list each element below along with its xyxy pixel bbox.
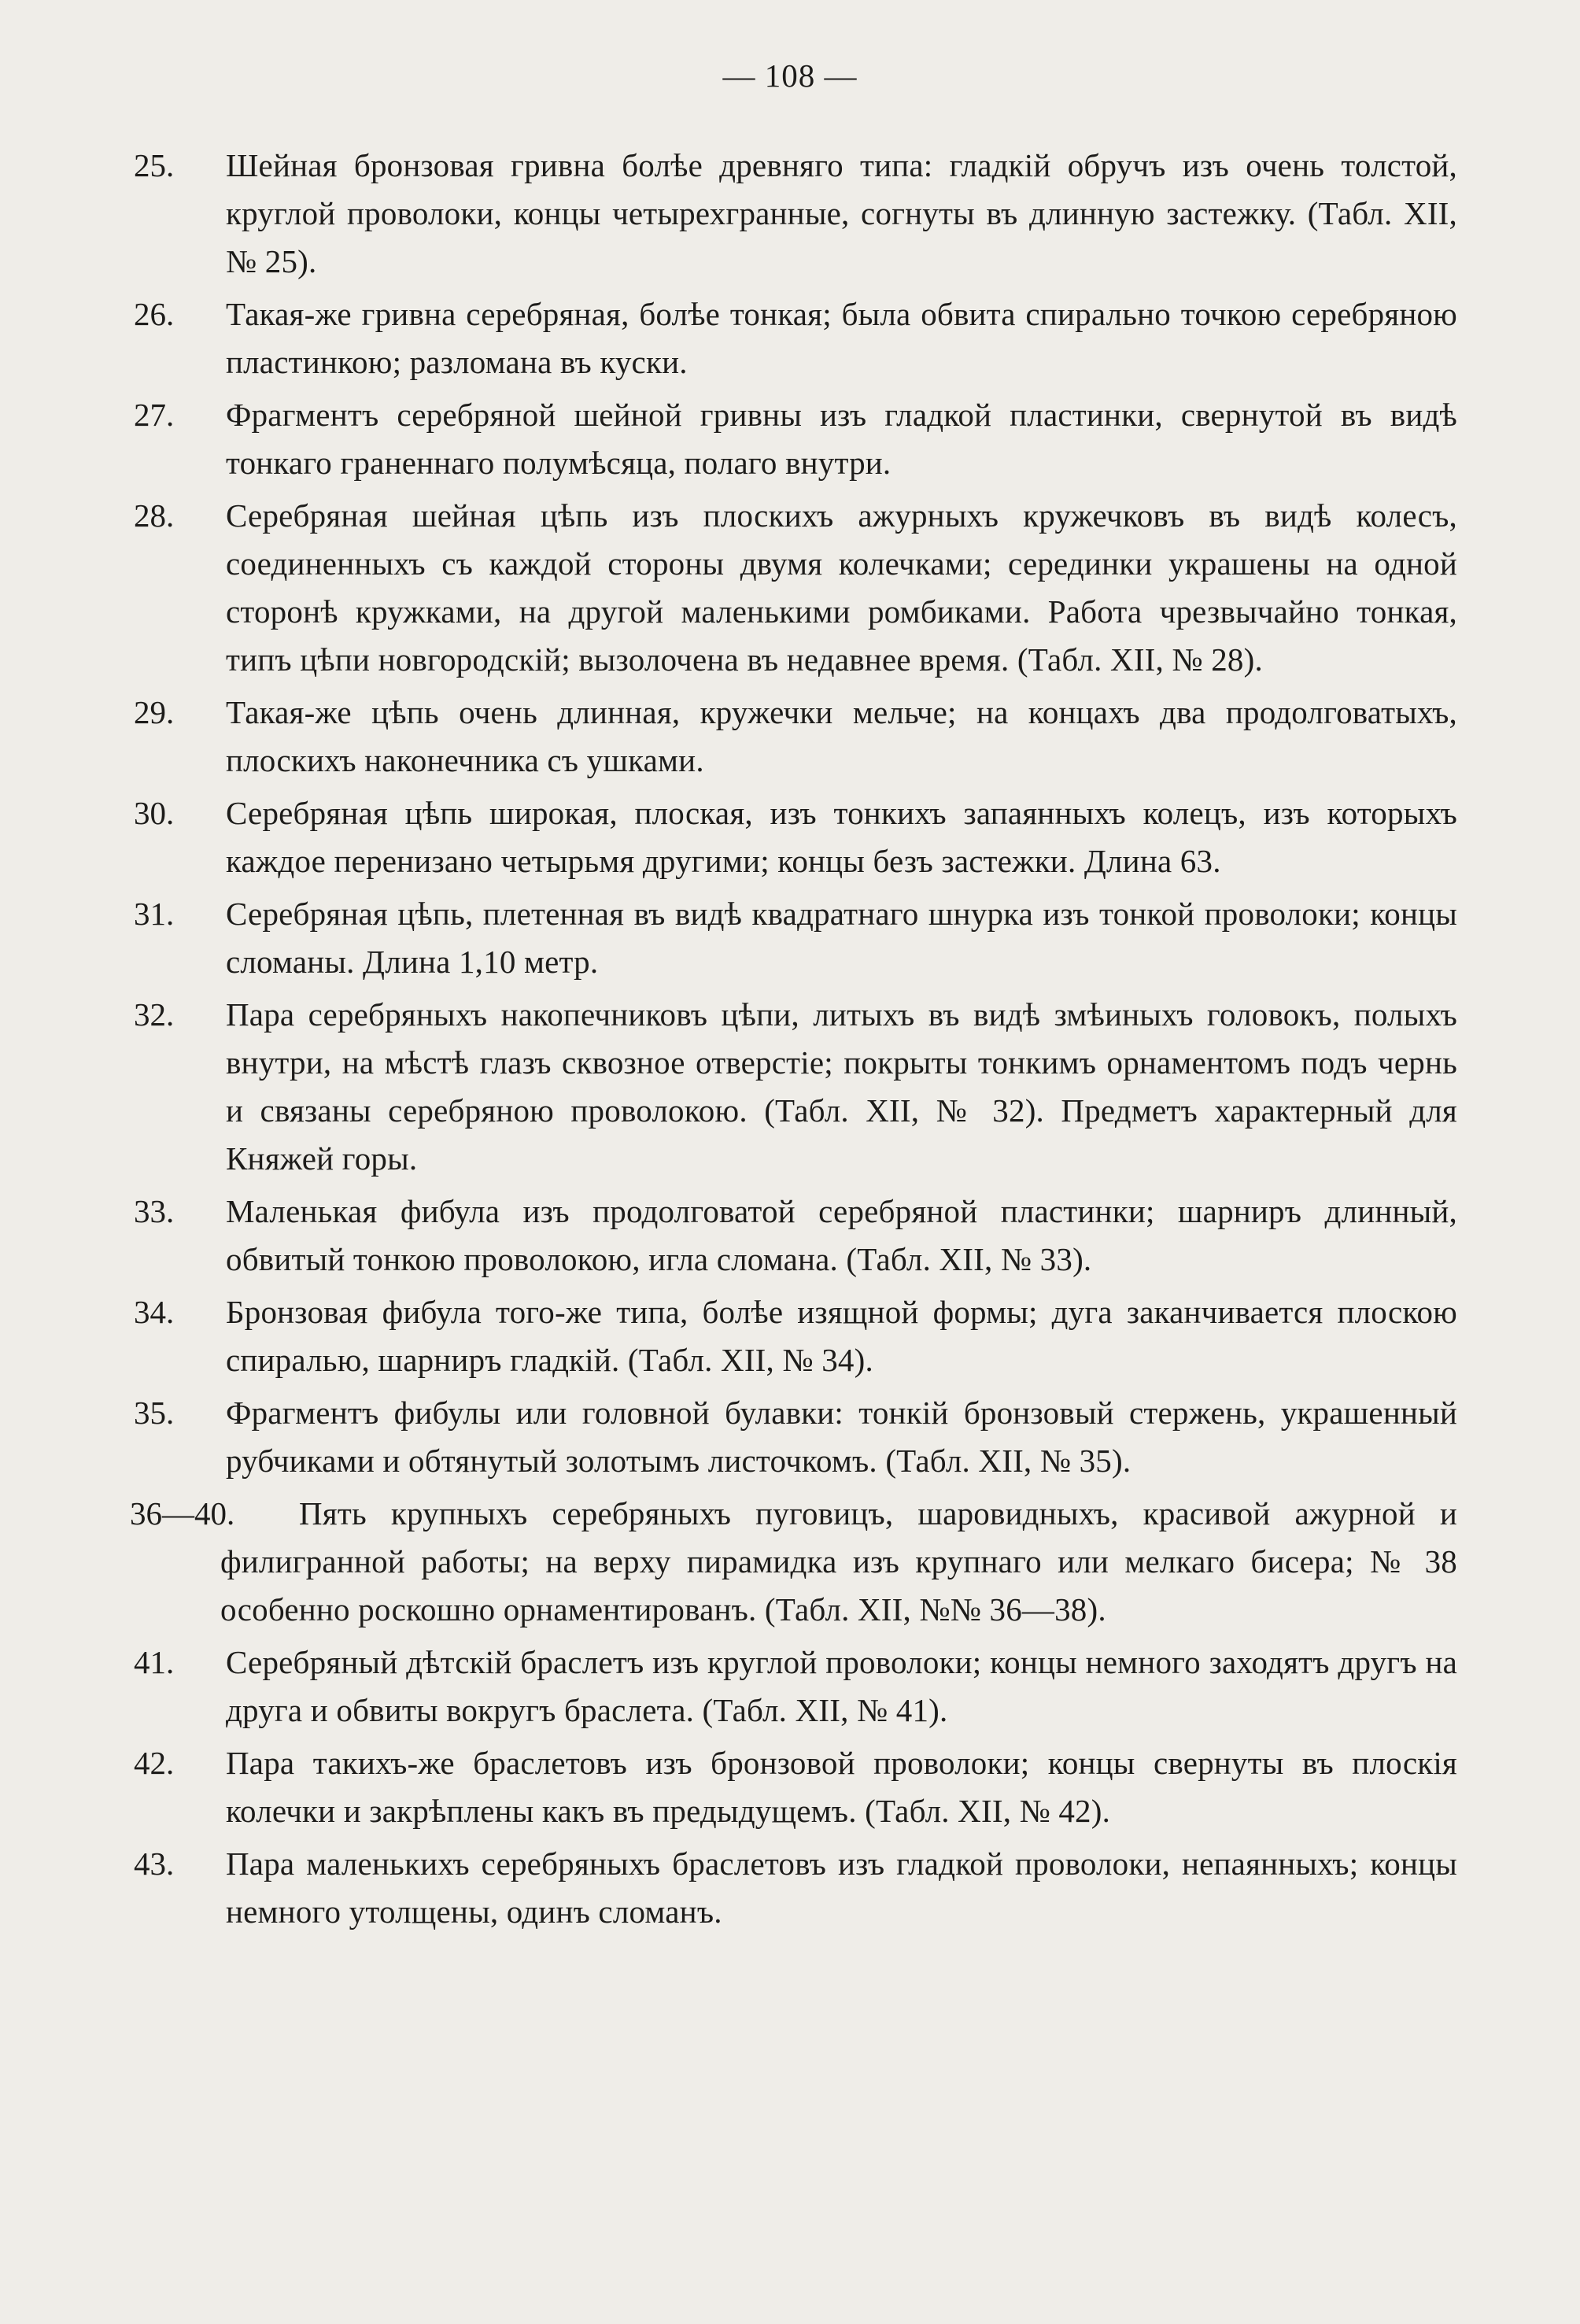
entry-text: Пара серебряныхъ накопечниковъ цѣпи, литыхъ въ видѣ змѣиныхъ головокъ, полыхъ внутри, на мѣстѣ глазъ сквозное отверстіе; покрыты тонкимъ орнаментомъ подъ чернь и связаны серебряною проволокою. (Табл. XII, № 32). Предметъ характерный для Княжей горы.	[226, 996, 1457, 1177]
entry-text: Такая-же цѣпь очень длинная, кружечки мельче; на концахъ два продолговатыхъ, плоскихъ наконечника съ ушками.	[226, 694, 1457, 778]
entry-number: 29.	[134, 694, 175, 730]
entry-text: Серебряная шейная цѣпь изъ плоскихъ ажурныхъ кружечковъ въ видѣ колесъ, соединенныхъ съ каждой стороны двумя колечками; серединки украшены на одной сторонѣ кружками, на другой маленькими ромбиками. Работа чрезвычайно тонкая, типъ цѣпи новгородскій; вызолочена въ недавнее время. (Табл. XII, № 28).	[226, 497, 1457, 678]
list-item	[0, 492, 1580, 684]
entry-text: Пара маленькихъ серебряныхъ браслетовъ изъ гладкой проволоки, непаянныхъ; концы немного утолщены, одинъ сломанъ.	[226, 1846, 1457, 1930]
entry-text: Серебряная цѣпь широкая, плоская, изъ тонкихъ запаянныхъ колецъ, изъ которыхъ каждое перенизано четырьмя другими; концы безъ застежки. Длина 63.	[226, 795, 1457, 879]
entry-text: Серебряный дѣтскій браслетъ изъ круглой проволоки; концы немного заходятъ другъ на друга и обвиты вокругъ браслета. (Табл. XII, № 41).	[226, 1644, 1457, 1728]
entry-number: 42.	[134, 1745, 175, 1781]
list-item	[0, 689, 1580, 785]
entry-number: 28.	[134, 497, 175, 534]
entry-text: Фрагментъ фибулы или головной булавки: тонкій бронзовый стержень, украшенный рубчиками и обтянутый золотымъ листочкомъ. (Табл. XII, № 35).	[226, 1395, 1457, 1479]
entry-text: Шейная бронзовая гривна болѣе древняго типа: гладкій обручъ изъ очень толстой, круглой проволоки, концы четырехгранные, согнуты въ длинную застежку. (Табл. XII, № 25).	[226, 147, 1457, 279]
entry-number: 31.	[134, 896, 175, 932]
list-item	[0, 1639, 1580, 1735]
entry-number: 34.	[134, 1294, 175, 1330]
page-number: — 108 —	[722, 57, 858, 94]
entry-number: 36—40.	[130, 1495, 235, 1531]
entry-number: 32.	[134, 996, 175, 1033]
list-item	[0, 1389, 1580, 1485]
entry-text: Такая-же гривна серебряная, болѣе тонкая; была обвита спирально точкою серебряною пластинкою; разломана въ куски.	[226, 296, 1457, 380]
list-item	[0, 142, 1580, 286]
list-item	[0, 991, 1580, 1183]
entry-text: Серебряная цѣпь, плетенная въ видѣ квадратнаго шнурка изъ тонкой проволоки; концы сломаны. Длина 1,10 метр.	[226, 896, 1457, 980]
entry-number: 33.	[134, 1193, 175, 1229]
list-item	[0, 391, 1580, 487]
entry-number: 26.	[134, 296, 175, 332]
list-item	[0, 789, 1580, 885]
list-item	[0, 1840, 1580, 1936]
entry-text: Бронзовая фибула того-же типа, болѣе изящной формы; дуга заканчивается плоскою спиралью, шарниръ гладкій. (Табл. XII, № 34).	[226, 1294, 1457, 1378]
list-item	[0, 290, 1580, 386]
list-item	[0, 1739, 1580, 1835]
entry-list	[0, 142, 1580, 1941]
list-item	[0, 1490, 1580, 1634]
entry-number: 25.	[134, 147, 175, 183]
list-item	[0, 1188, 1580, 1284]
entry-number: 27.	[134, 397, 175, 433]
entry-text: Маленькая фибула изъ продолговатой серебряной пластинки; шарниръ длинный, обвитый тонкою проволокою, игла сломана. (Табл. XII, № 33).	[226, 1193, 1457, 1277]
entry-number: 30.	[134, 795, 175, 831]
list-item	[0, 1288, 1580, 1384]
list-item	[0, 890, 1580, 986]
entry-number: 43.	[134, 1846, 175, 1882]
entry-number: 35.	[134, 1395, 175, 1431]
entry-text: Фрагментъ серебряной шейной гривны изъ гладкой пластинки, свернутой въ видѣ тонкаго граненнаго полумѣсяца, полаго внутри.	[226, 397, 1457, 481]
entry-number: 41.	[134, 1644, 175, 1680]
entry-text: Пять крупныхъ серебряныхъ пуговицъ, шаровидныхъ, красивой ажурной и филигранной работы; на верху пирамидка изъ крупнаго или мелкаго бисера; № 38 особенно роскошно орнаментированъ. (Табл. XII, №№ 36—38).	[220, 1495, 1457, 1628]
entry-text: Пара такихъ-же браслетовъ изъ бронзовой проволоки; концы свернуты въ плоскія колечки и закрѣплены какъ въ предыдущемъ. (Табл. XII, № 42).	[226, 1745, 1457, 1829]
